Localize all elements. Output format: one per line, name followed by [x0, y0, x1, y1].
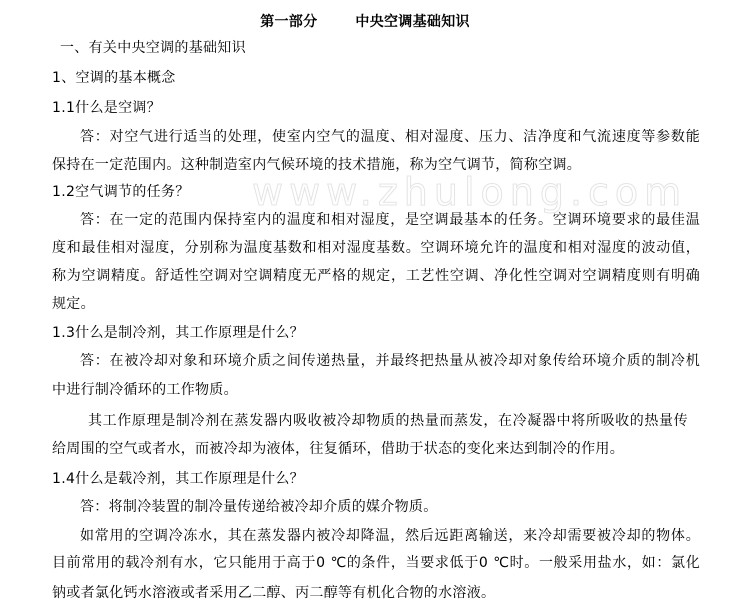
document-title [0, 13, 730, 31]
title-part: 第一部分 [260, 14, 318, 30]
answer-1-2-line-3: 称为空调精度。舒适性空调对空调精度无严格的规定，工艺性空调、净化性空调对空调精度则有明确 [52, 268, 700, 284]
answer-1-4-line-4: 钠或者氯化钙水溶液或者采用乙二醇、丙二醇等有机化合物的水溶液。 [52, 585, 496, 601]
answer-1-4-line-1: 答：将制冷装置的制冷量传递给被冷却介质的媒介物质。 [80, 499, 438, 515]
section-heading: 一、有关中央空调的基础知识 [60, 40, 246, 56]
answer-1-2-line-1: 答：在一定的范围内保持室内的温度和相对湿度，是空调最基本的任务。空调环境要求的最佳温 [80, 212, 700, 228]
subsection-heading: 1、空调的基本概念 [52, 70, 176, 86]
answer-1-4-line-2: 如常用的空调冷冻水，其在蒸发器内被冷却降温，然后远距离输送，来冷却需要被冷却的物体。 [80, 528, 700, 544]
answer-1-1-line-2: 保持在一定范围内。这种制造室内气候环境的技术措施，称为空气调节，简称空调。 [52, 157, 582, 173]
question-1-3: 1.3什么是制冷剂，其工作原理是什么？ [52, 325, 304, 341]
answer-1-3-line-4: 给周围的空气或者水，而被冷却为液体，往复循环，借助于状态的变化来达到制冷的作用。 [52, 441, 624, 457]
question-1-4: 1.4什么是载冷剂，其工作原理是什么？ [52, 471, 304, 487]
answer-1-3-line-1: 答：在被冷却对象和环境介质之间传递热量，并最终把热量从被冷却对象传给环境介质的制冷机 [80, 353, 700, 369]
question-1-1: 1.1什么是空调？ [52, 100, 161, 116]
watermark: www.zhulong.com [252, 170, 688, 214]
answer-1-2-line-4: 规定。 [52, 296, 95, 312]
answer-1-4-line-3: 目前常用的载冷剂有水，它只能用于高于0 ℃的条件，当要求低于0 ℃时。一般采用盐水，如：氯化 [52, 555, 700, 571]
answer-1-1-line-1: 答：对空气进行适当的处理，使室内空气的温度、相对湿度、压力、洁净度和气流速度等参数能 [80, 129, 700, 145]
answer-1-3-line-3: 其工作原理是制冷剂在蒸发器内吸收被冷却物质的热量而蒸发，在冷凝器中将所吸收的热量传 [88, 413, 688, 429]
question-1-2: 1.2空气调节的任务？ [52, 184, 190, 200]
answer-1-2-line-2: 度和最佳相对湿度，分别称为温度基数和相对湿度基数。空调环境允许的温度和相对湿度的波动值， [52, 240, 700, 256]
title-main: 中央空调基础知识 [355, 14, 470, 30]
answer-1-3-line-2: 中进行制冷循环的工作物质。 [52, 382, 238, 398]
